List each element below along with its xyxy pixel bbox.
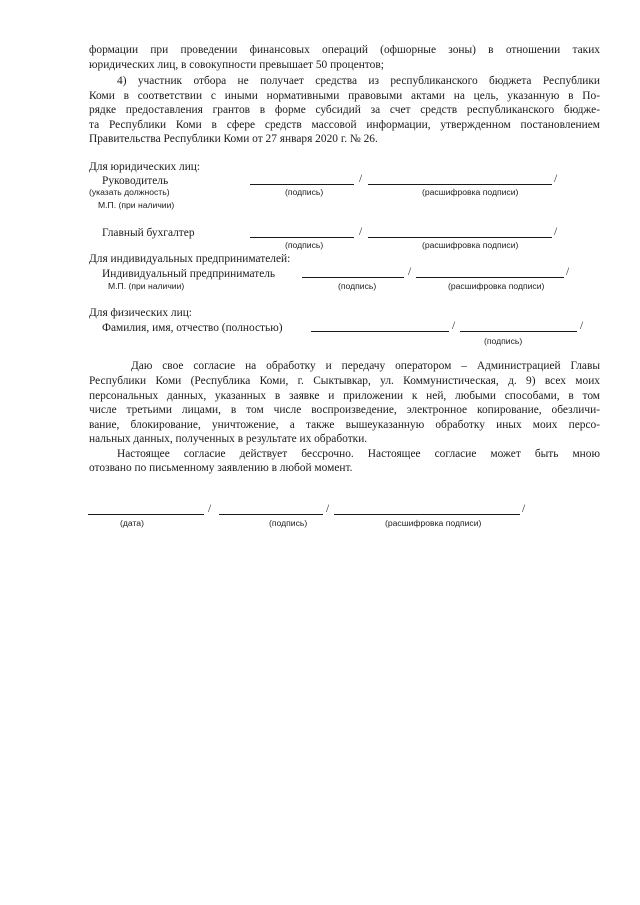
item4-line-2: Коми в соответствии с иными нормативными правовыми актами на цель, указанную в По- [89, 89, 600, 102]
item4-line-1: 4) участник отбора не получает средства из республиканского бюджета Республики [117, 75, 600, 87]
head-signature-line[interactable] [250, 184, 354, 185]
consent-line-4: числе третьими лицами, в том числе воспроизведение, электронное копирование, обезличи- [89, 404, 600, 416]
ip-heading: Для индивидуальных предпринимателей: [89, 253, 291, 265]
physical-heading: Для физических лиц: [89, 307, 192, 319]
decoding-caption: (расшифровка подписи) [448, 281, 545, 291]
separator: / [580, 320, 584, 332]
physical-label: Фамилия, имя, отчество (полностью) [102, 322, 283, 334]
validity-line-2: отозвано по письменному заявлению в любой момент. [89, 462, 353, 474]
fio-line[interactable] [311, 331, 449, 332]
intro-line-2: юридических лиц, в совокупности превышает 50 процентов; [89, 59, 384, 71]
consent-line-2: Республики Коми (Республика Коми, г. Сыктывкар, ул. Коммунистическая, д. 9) всех моих [89, 375, 600, 387]
head-label: Руководитель [102, 175, 169, 187]
decoding-caption: (расшифровка подписи) [422, 187, 519, 197]
item4-line-3: рядке предоставления грантов в форме субсидий за счет средств республиканского бюдже- [89, 104, 600, 116]
signature-caption: (подпись) [285, 187, 324, 197]
accountant-label: Главный бухгалтер [102, 227, 195, 239]
consent-line-1: Даю свое согласие на обработку и передачу оператором – Администрацией Главы [131, 360, 600, 372]
separator: / [554, 173, 558, 185]
ip-decoding-line[interactable] [416, 277, 564, 278]
final-signature-line[interactable] [219, 514, 323, 515]
legal-heading: Для юридических лиц: [89, 161, 201, 173]
decoding-caption: (расшифровка подписи) [422, 240, 519, 250]
separator: / [554, 226, 558, 238]
final-decoding-line[interactable] [334, 514, 520, 515]
date-line[interactable] [88, 514, 204, 515]
signature-caption: (подпись) [285, 240, 324, 250]
decoding-caption: (расшифровка подписи) [385, 518, 482, 528]
position-hint: (указать должность) [89, 187, 170, 197]
consent-line-6: нальных данных, полученных в результате их обработки. [89, 433, 368, 445]
separator: / [452, 320, 456, 332]
date-caption: (дата) [120, 518, 144, 528]
signature-caption: (подпись) [269, 518, 308, 528]
item4-line-5: Правительства Республики Коми от 27 января 2020 г. № 26. [89, 133, 378, 145]
physical-signature-line[interactable] [460, 331, 577, 332]
signature-caption: (подпись) [338, 281, 377, 291]
ip-label: Индивидуальный предприниматель [102, 268, 276, 280]
intro-line-1: формации при проведении финансовых операций (офшорные зоны) в отношении таких [89, 44, 600, 56]
separator: / [359, 226, 363, 238]
consent-line-5: вание, блокирование, уничтожение, а также вышеуказанную обработку иных моих персо- [89, 418, 600, 431]
accountant-decoding-line[interactable] [368, 237, 552, 238]
item4-line-4: та Республики Коми в сфере средств массовой информации, утвержденном постановлением [89, 118, 600, 131]
separator: / [522, 503, 526, 515]
separator: / [359, 173, 363, 185]
accountant-signature-line[interactable] [250, 237, 354, 238]
stamp-hint: М.П. (при наличии) [98, 200, 175, 210]
signature-caption: (подпись) [484, 336, 523, 346]
ip-signature-line[interactable] [302, 277, 404, 278]
consent-line-3: персональных данных, указанных в заявке и приложении к ней, любыми способами, в том [89, 389, 600, 402]
separator: / [326, 503, 330, 515]
separator: / [208, 503, 212, 515]
validity-line-1: Настоящее согласие действует бессрочно. Настоящее согласие может быть мною [117, 447, 600, 460]
separator: / [566, 266, 570, 278]
separator: / [408, 266, 412, 278]
head-decoding-line[interactable] [368, 184, 552, 185]
ip-stamp-hint: М.П. (при наличии) [108, 281, 185, 291]
